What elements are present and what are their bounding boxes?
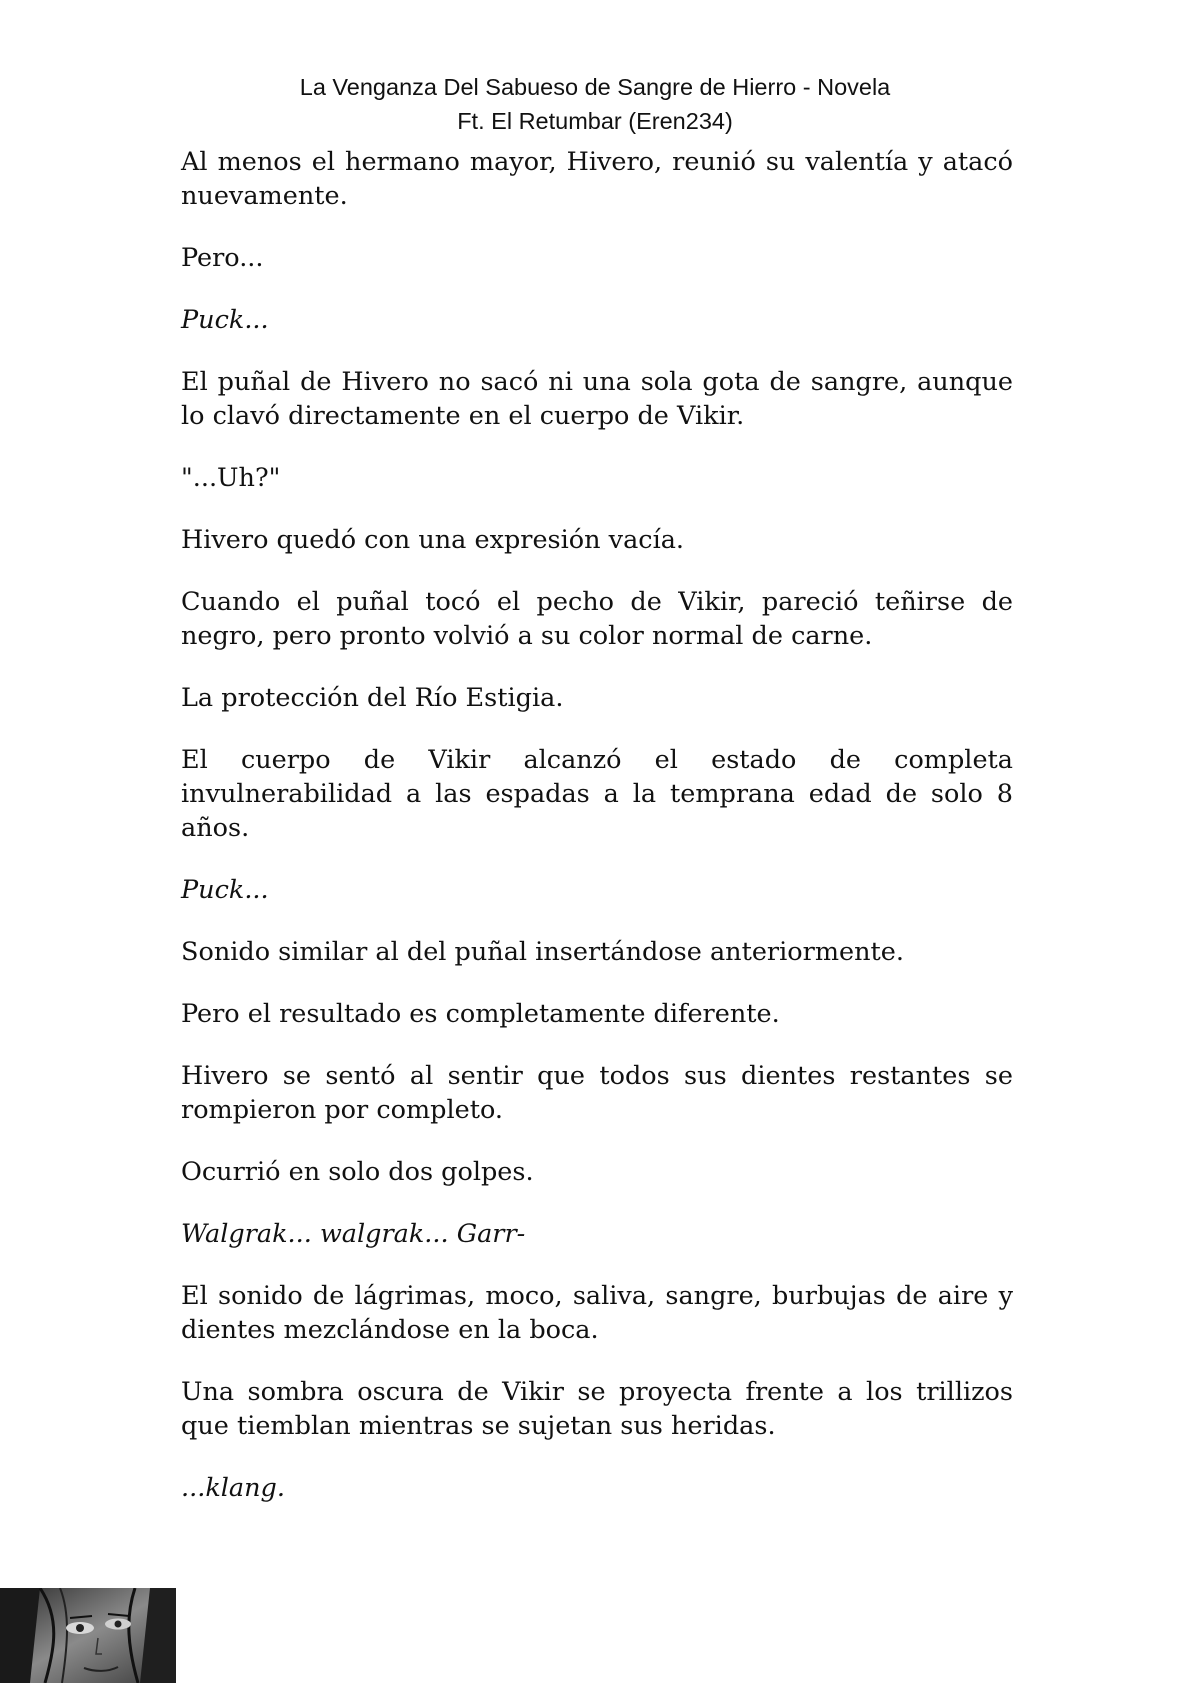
paragraph: Pero el resultado es completamente diferente. xyxy=(181,999,780,1029)
body-text xyxy=(181,145,1013,1533)
paragraph: El cuerpo de Vikir alcanzó el estado de completa invulnerabilidad a las espadas a la temprana edad de solo 8 años. xyxy=(181,745,1013,843)
paragraph: Hivero se sentó al sentir que todos sus dientes restantes se rompieron por completo. xyxy=(181,1061,1013,1125)
paragraph: Ocurrió en solo dos golpes. xyxy=(181,1157,534,1187)
paragraph: El sonido de lágrimas, moco, saliva, sangre, burbujas de aire y dientes mezclándose en la boca. xyxy=(181,1281,1013,1345)
paragraph: Walgrak... walgrak... Garr- xyxy=(181,1219,526,1249)
paragraph: Una sombra oscura de Vikir se proyecta frente a los trillizos que tiemblan mientras se sujetan sus heridas. xyxy=(181,1377,1013,1441)
paragraph: Al menos el hermano mayor, Hivero, reunió su valentía y atacó nuevamente. xyxy=(181,147,1013,211)
paragraph: Sonido similar al del puñal insertándose anteriormente. xyxy=(181,937,904,967)
paragraph: Puck... xyxy=(181,305,269,335)
paragraph: Pero... xyxy=(181,243,264,273)
header-title: La Venganza Del Sabueso de Sangre de Hierro - Novela xyxy=(299,74,891,100)
paragraph: Puck... xyxy=(181,875,269,905)
paragraph: "...Uh?" xyxy=(181,463,281,493)
header-subtitle: Ft. El Retumbar (Eren234) xyxy=(457,108,733,134)
page-header xyxy=(0,70,1190,138)
paragraph: La protección del Río Estigia. xyxy=(181,683,564,713)
paragraph: Cuando el puñal tocó el pecho de Vikir, pareció teñirse de negro, pero pronto volvió a su color normal de carne. xyxy=(181,587,1013,651)
paragraph: Hivero quedó con una expresión vacía. xyxy=(181,525,685,555)
paragraph: El puñal de Hivero no sacó ni una sola gota de sangre, aunque lo clavó directamente en el cuerpo de Vikir. xyxy=(181,367,1013,431)
paragraph: ...klang. xyxy=(181,1473,285,1503)
character-portrait-image xyxy=(0,1588,176,1683)
